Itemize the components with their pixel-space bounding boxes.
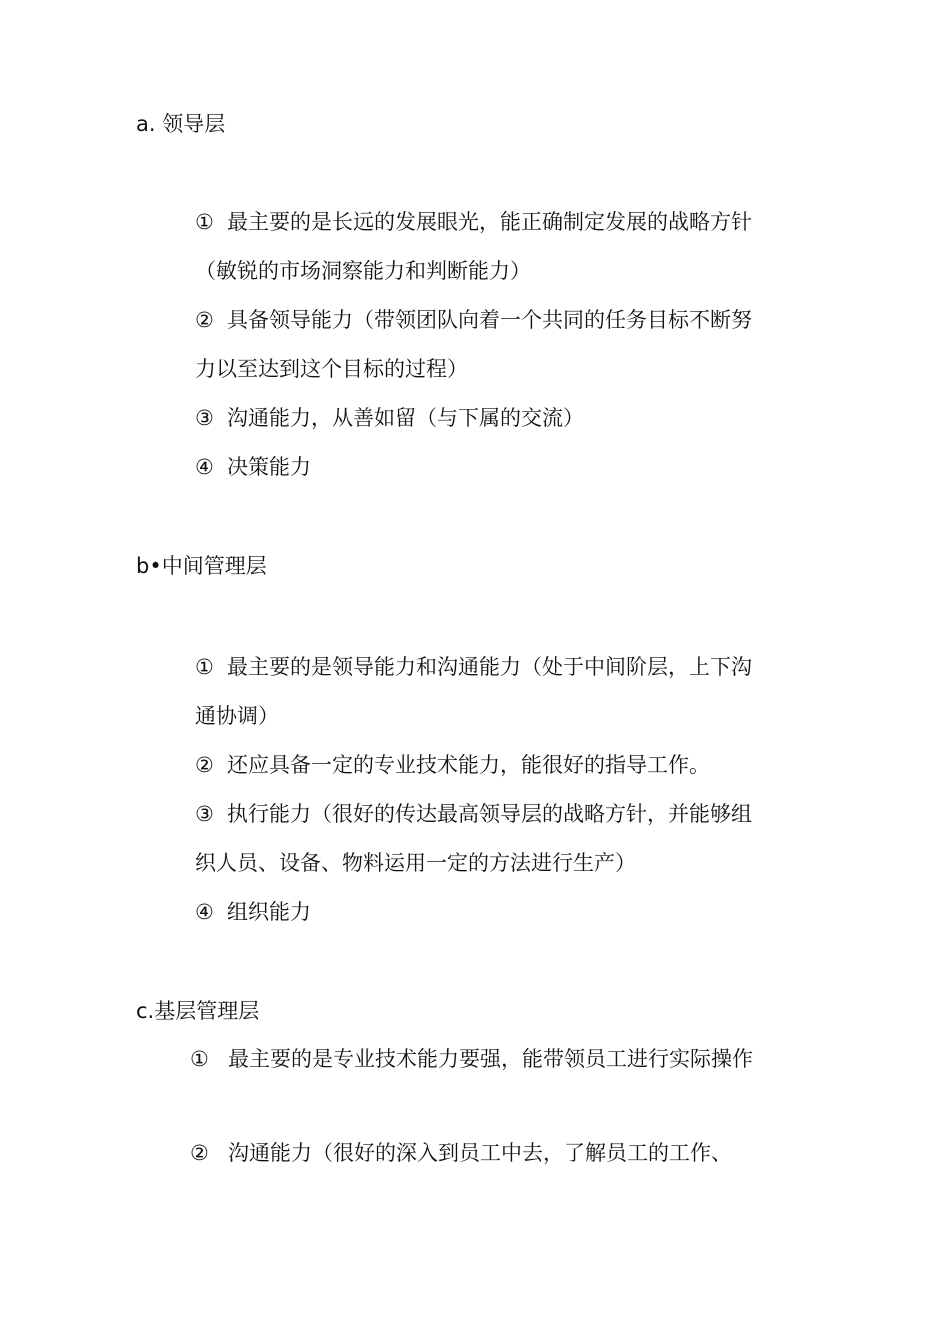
- section-a-item-2: [195, 296, 767, 394]
- list-item-text: 决策能力: [227, 455, 311, 479]
- list-item-number: ②: [190, 1141, 209, 1165]
- list-item-text: 还应具备一定的专业技术能力，能很好的指导工作。: [227, 753, 710, 777]
- section-a-item-1: [195, 198, 767, 296]
- list-item-number: ①: [195, 210, 214, 234]
- list-item-number: ①: [190, 1047, 209, 1071]
- section-b-item-3: [195, 790, 767, 888]
- list-item-number: ④: [195, 900, 214, 924]
- section-a-heading: a. 领导层: [136, 112, 226, 136]
- list-item-text: 执行能力（很好的传达最高领导层的战略方针，并能够组织人员、设备、物料运用一定的方法进行生产）: [195, 802, 752, 875]
- section-b-item-1: [195, 643, 767, 741]
- section-a-item-4: [195, 443, 767, 492]
- list-item-number: ①: [195, 655, 214, 679]
- section-c-item-2: [190, 1129, 768, 1178]
- section-a-item-3: [195, 394, 767, 443]
- list-item-number: ③: [195, 406, 214, 430]
- list-item-number: ②: [195, 753, 214, 777]
- list-item-text: 最主要的是专业技术能力要强，能带领员工进行实际操作: [228, 1047, 753, 1071]
- section-b-item-4: [195, 888, 767, 937]
- list-item-number: ③: [195, 802, 214, 826]
- section-c-item-1: [190, 1035, 768, 1084]
- section-b-item-2: [195, 741, 767, 790]
- section-c-heading: c.基层管理层: [136, 999, 260, 1023]
- list-item-text: 沟通能力，从善如留（与下属的交流）: [227, 406, 584, 430]
- list-item-text: 沟通能力（很好的深入到员工中去，了解员工的工作、: [228, 1141, 732, 1165]
- list-item-text: 具备领导能力（带领团队向着一个共同的任务目标不断努力以至达到这个目标的过程）: [195, 308, 752, 381]
- list-item-number: ④: [195, 455, 214, 479]
- section-b-heading: b•中间管理层: [136, 554, 267, 578]
- list-item-text: 最主要的是领导能力和沟通能力（处于中间阶层，上下沟通协调）: [195, 655, 752, 728]
- list-item-text: 组织能力: [227, 900, 311, 924]
- list-item-text: 最主要的是长远的发展眼光，能正确制定发展的战略方针（敏锐的市场洞察能力和判断能力）: [195, 210, 752, 283]
- list-item-number: ②: [195, 308, 214, 332]
